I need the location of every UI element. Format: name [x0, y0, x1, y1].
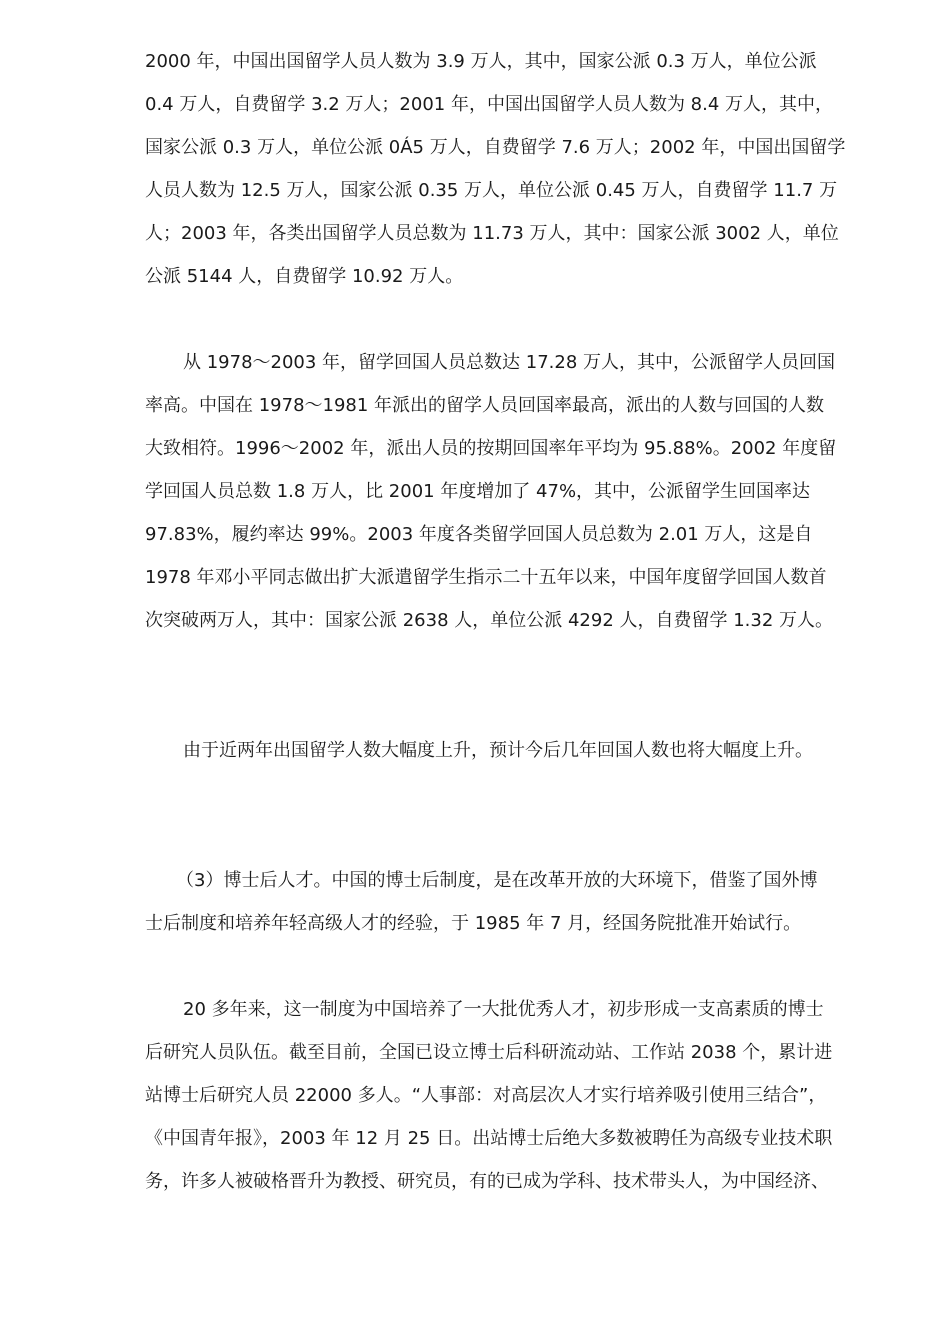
text-line: 国家公派 0.3 万人，单位公派 0Á5 万人，自费留学 7.6 万人；2002 年，中国出国留学 [145, 137, 846, 158]
text-line: 2000 年，中国出国留学人员人数为 3.9 万人，其中，国家公派 0.3 万人，单位公派 [145, 51, 817, 72]
text-line: 大致相符。1996～2002 年，派出人员的按期回国率年平均为 95.88%。2002 年度留 [145, 438, 837, 459]
text-line: 人；2003 年，各类出国留学人员总数为 11.73 万人，其中：国家公派 3002 人，单位 [145, 223, 839, 244]
text-line: 公派 5144 人，自费留学 10.92 万人。 [145, 266, 464, 287]
text-line: 务，许多人被破格晋升为教授、研究员，有的已成为学科、技术带头人，为中国经济、 [145, 1171, 829, 1192]
text-line: 站博士后研究人员 22000 多人。“人事部：对高层次人才实行培养吸引使用三结合”， [145, 1085, 827, 1106]
text-line: 后研究人员队伍。截至目前，全国已设立博士后科研流动站、工作站 2038 个，累计进 [145, 1042, 833, 1063]
text-line: 人员人数为 12.5 万人，国家公派 0.35 万人，单位公派 0.45 万人，自费留学 11.7 万 [145, 180, 838, 201]
text-line: 《中国青年报》，2003 年 12 月 25 日。出站博士后绝大多数被聘任为高级专业技术职 [145, 1128, 833, 1149]
text-line: 率高。中国在 1978～1981 年派出的留学人员回国率最高，派出的人数与回国的人数 [145, 395, 825, 416]
text-line: 学回国人员总数 1.8 万人，比 2001 年度增加了 47%，其中，公派留学生回国率达 [145, 481, 811, 502]
text-line: 0.4 万人，自费留学 3.2 万人；2001 年，中国出国留学人员人数为 8.4 万人，其中， [145, 94, 834, 115]
text-line: 士后制度和培养年轻高级人才的经验，于 1985 年 7 月，经国务院批准开始试行。 [145, 913, 802, 934]
text-line: 97.83%，履约率达 99%。2003 年度各类留学回国人员总数为 2.01 万人，这是自 [145, 524, 813, 545]
text-line: （3）博士后人才。中国的博士后制度，是在改革开放的大环境下，借鉴了国外博 [176, 870, 818, 891]
text-line: 1978 年邓小平同志做出扩大派遣留学生指示二十五年以来，中国年度留学回国人数首 [145, 567, 827, 588]
text-line: 次突破两万人，其中：国家公派 2638 人，单位公派 4292 人，自费留学 1.32 万人。 [145, 610, 834, 631]
text-line: 从 1978～2003 年，留学回国人员总数达 17.28 万人，其中，公派留学人员回国 [183, 352, 836, 373]
text-line: 由于近两年出国留学人数大幅度上升，预计今后几年回国人数也将大幅度上升。 [183, 740, 813, 761]
text-line: 20 多年来，这一制度为中国培养了一大批优秀人才，初步形成一支高素质的博士 [183, 999, 824, 1020]
